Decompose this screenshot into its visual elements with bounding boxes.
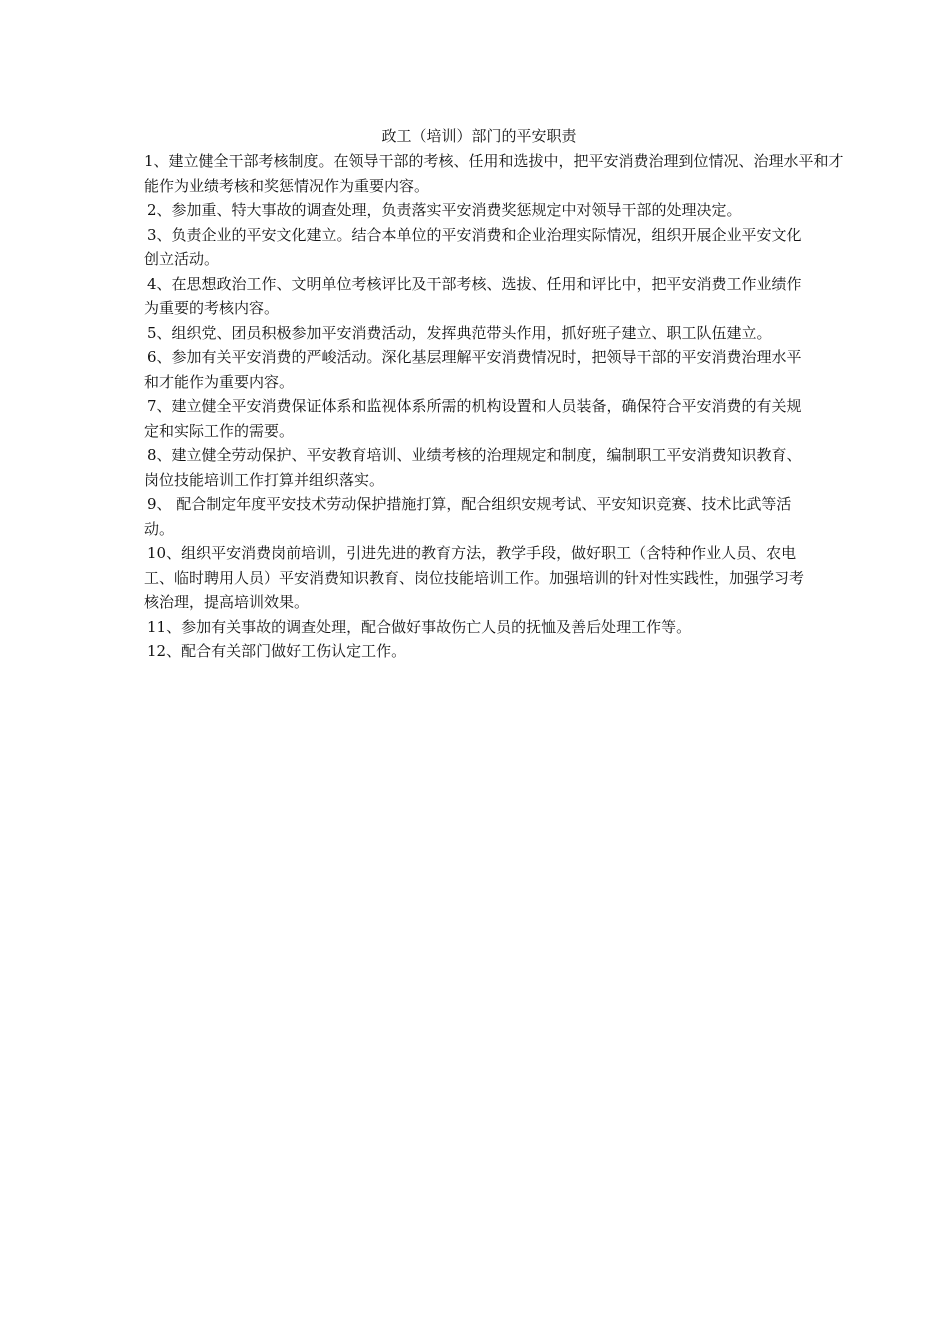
duty-item-1: 1、建立健全干部考核制度。在领导干部的考核、任用和选拔中，把平安消费治理到位情况、治理水平和才能作为业绩考核和奖惩情况作为重要内容。: [144, 152, 844, 195]
duty-item-7: 7、建立健全平安消费保证体系和监视体系所需的机构设置和人员装备，确保符合平安消费的有关规定和实际工作的需要。: [144, 397, 802, 440]
document-body: [144, 124, 844, 664]
duty-item-6: 6、参加有关平安消费的严峻活动。深化基层理解平安消费情况时，把领导干部的平安消费治理水平和才能作为重要内容。: [144, 348, 802, 391]
duty-item-5: 5、组织党、团员积极参加平安消费活动，发挥典范带头作用，抓好班子建立、职工队伍建立。: [147, 323, 772, 342]
document-title: 政工（培训）部门的平安职责: [381, 127, 577, 145]
duty-item-2: 2、参加重、特大事故的调查处理，负责落实平安消费奖惩规定中对领导干部的处理决定。: [147, 201, 742, 219]
duty-item-3: 3、负责企业的平安文化建立。结合本单位的平安消费和企业治理实际情况，组织开展企业平安文化创立活动。: [144, 225, 802, 268]
duty-item-4: 4、在思想政治工作、文明单位考核评比及干部考核、选拔、任用和评比中，把平安消费工作业绩作为重要的考核内容。: [144, 274, 802, 317]
duty-item-10: 10、组织平安消费岗前培训，引进先进的教育方法，教学手段，做好职工（含特种作业人员、农电工、临时聘用人员）平安消费知识教育、岗位技能培训工作。加强培训的针对性实践性，加强学习考核治理，提高培训效果。: [144, 544, 805, 611]
duty-item-11: 11、参加有关事故的调查处理，配合做好事故伤亡人员的抚恤及善后处理工作等。: [147, 617, 692, 636]
duty-item-8: 8、建立健全劳动保护、平安教育培训、业绩考核的治理规定和制度，编制职工平安消费知识教育、岗位技能培训工作打算并组织落实。: [144, 446, 802, 489]
duty-item-9: 9、 配合制定年度平安技术劳动保护措施打算，配合组织安规考试、平安知识竞赛、技术比武等活动。: [144, 495, 792, 538]
duty-item-12: 12、配合有关部门做好工伤认定工作。: [147, 642, 407, 660]
